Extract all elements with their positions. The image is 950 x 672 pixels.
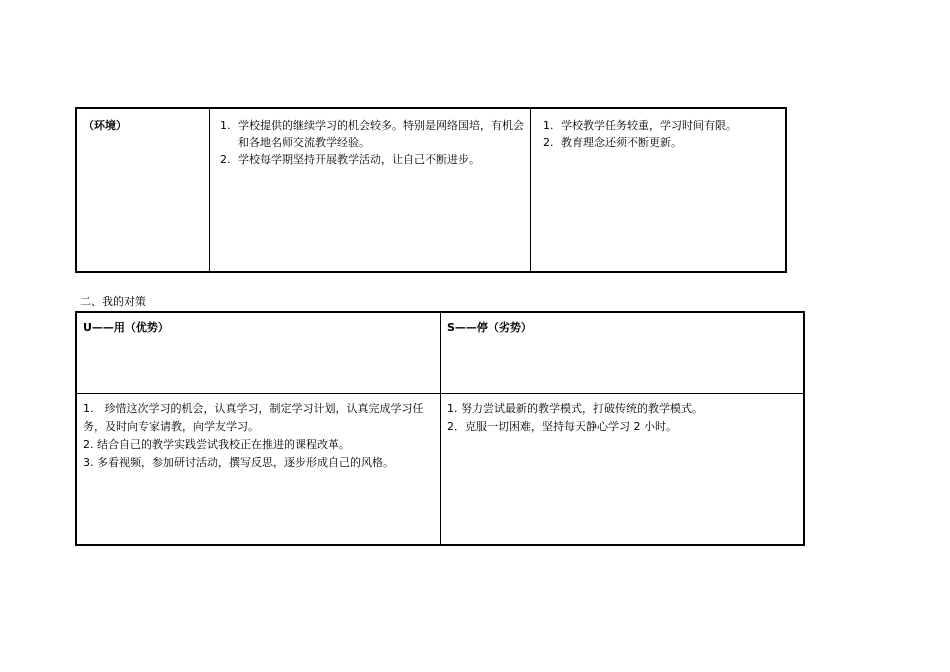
environment-table [75,107,787,273]
strategy-table [75,311,805,546]
list-item: 1. 珍惜这次学习的机会，认真学习，制定学习计划，认真完成学习任务，及时向专家请教，向学友学习。 [83,402,424,433]
strength-list [83,400,434,472]
list-item: 1. 学校教学任务较重，学习时间有限。 [543,119,737,132]
list-item: 2．克服一切困难，坚持每天静心学习 2 小时。 [447,420,677,433]
section-title: 二、我的对策 [80,295,146,308]
opportunities-list [216,117,524,168]
weakness-header-cell [441,313,803,394]
strength-content-cell [77,394,441,544]
threats-cell [531,109,785,271]
list-item: 2. 学校每学期坚持开展教学活动，让自己不断进步。 [220,153,480,166]
list-item: 1. 努力尝试最新的教学模式，打破传统的教学模式。 [447,402,703,415]
list-item: 3. 多看视频，参加研讨活动，撰写反思，逐步形成自己的风格。 [83,456,394,469]
weakness-content-cell [441,394,803,544]
list-item: 1. 学校提供的继续学习的机会较多。特别是网络国培，有机会和各地名师交流教学经验。 [220,119,524,149]
strength-header-cell [77,313,441,394]
threats-list [539,117,779,151]
opportunities-cell [210,109,531,271]
environment-label-cell [77,109,210,271]
weakness-list [447,400,797,436]
strength-header: U——用（优势） [83,321,169,334]
list-item: 2. 教育理念还须不断更新。 [543,136,682,149]
list-item: 2. 结合自己的教学实践尝试我校正在推进的课程改革。 [83,438,350,451]
weakness-header: S——停（劣势） [447,321,532,334]
environment-label: （环境） [83,119,127,132]
